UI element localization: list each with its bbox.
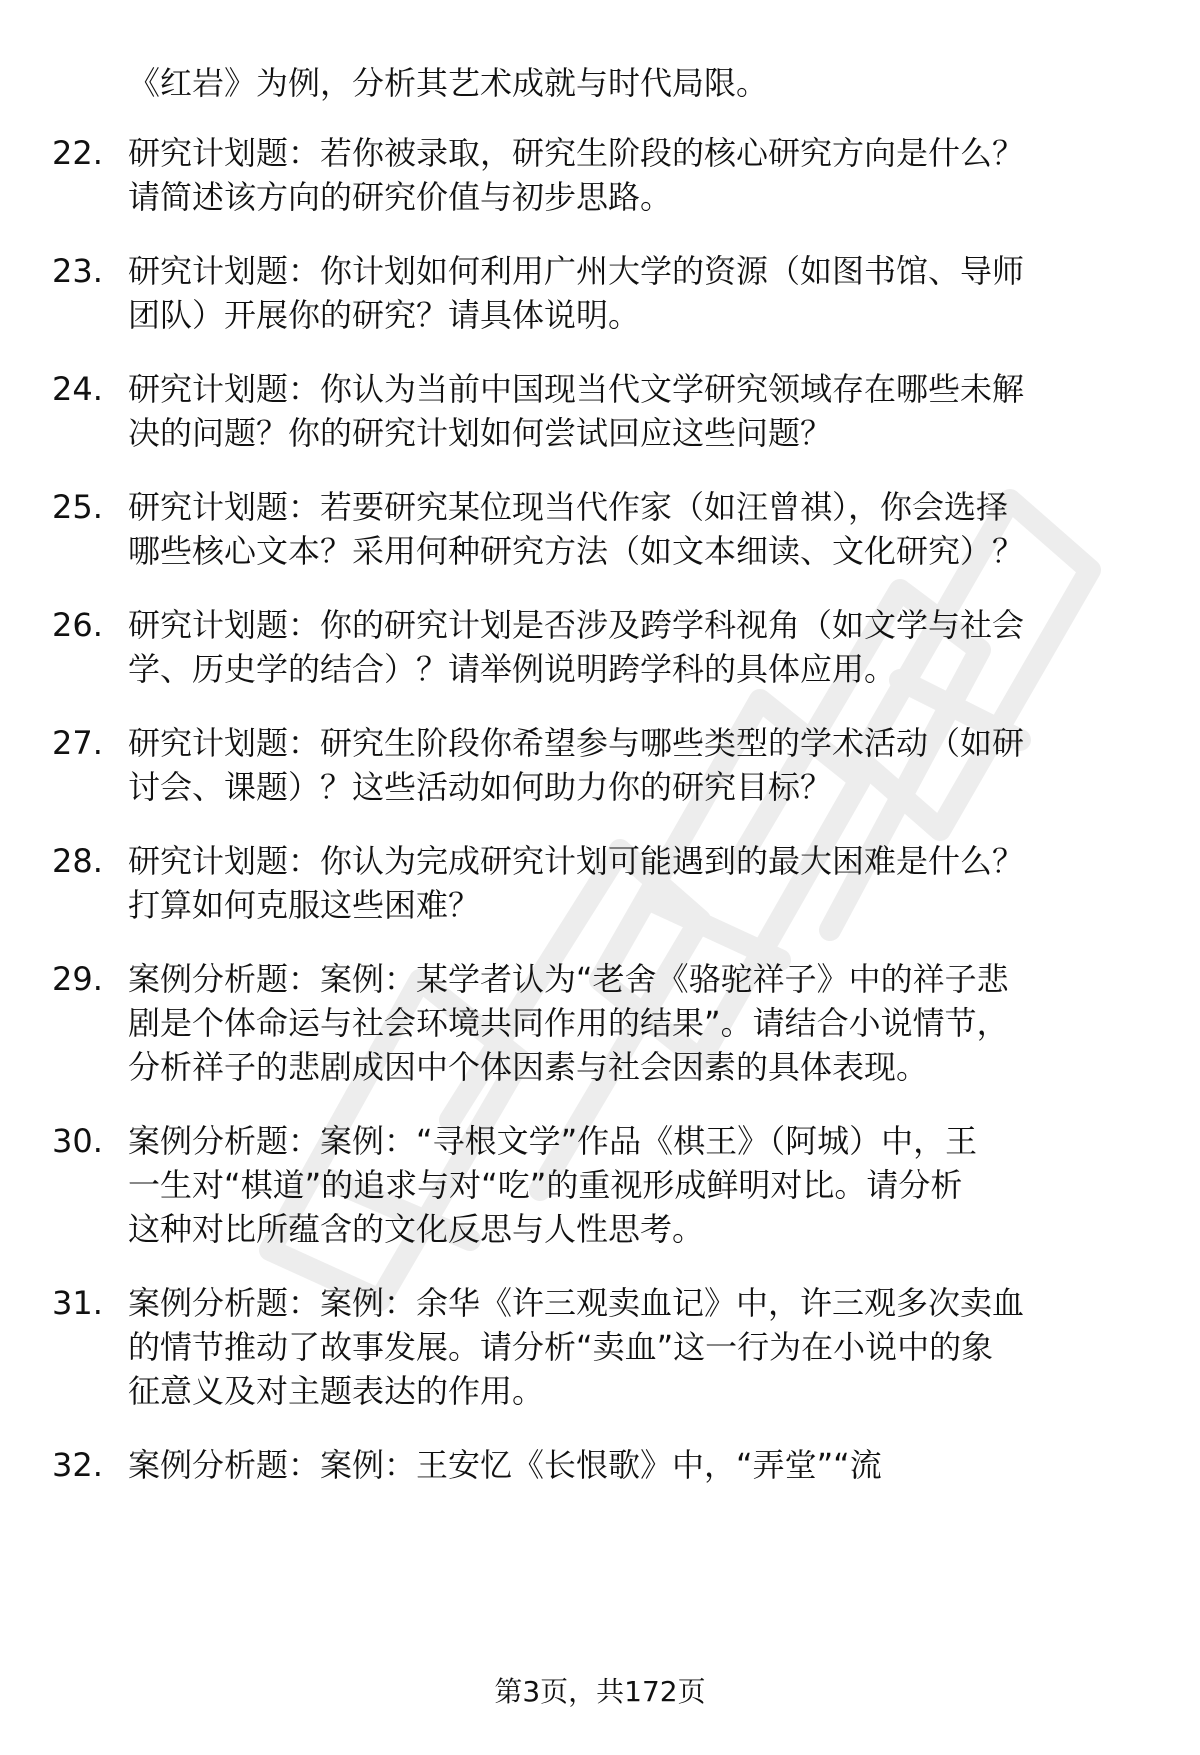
question-text-line: 团队）开展你的研究？请具体说明。 [128,296,641,334]
question-text-line: 的情节推动了故事发展。请分析“卖血”这一行为在小说中的象 [128,1328,994,1366]
question-text-line: 哪些核心文本？采用何种研究方法（如文本细读、文化研究）？ [128,532,1025,570]
question-text-line: 研究计划题：你计划如何利用广州大学的资源（如图书馆、导师 [128,252,1025,290]
question-text-line: 请简述该方向的研究价值与初步思路。 [128,178,673,216]
question-number: 22. [52,134,103,172]
question-number: 30. [52,1122,103,1160]
question-number: 28. [52,842,103,880]
question-number: 26. [52,606,103,644]
question-text-line: 学、历史学的结合）？请举例说明跨学科的具体应用。 [128,650,897,688]
question-number: 24. [52,370,103,408]
question-text-line: 分析祥子的悲剧成因中个体因素与社会因素的具体表现。 [128,1048,929,1086]
question-number: 29. [52,960,103,998]
question-text-line: 案例分析题：案例：余华《许三观卖血记》中，许三观多次卖血 [128,1284,1025,1322]
question-text-line: 研究计划题：你认为完成研究计划可能遇到的最大困难是什么？ [128,842,1025,880]
question-number: 31. [52,1284,103,1322]
question-text-line: 一生对“棋道”的追求与对“吃”的重视形成鲜明对比。请分析 [128,1166,963,1204]
question-number: 25. [52,488,103,526]
question-text-line: 讨会、课题）？这些活动如何助力你的研究目标？ [128,768,833,806]
question-text-line: 决的问题？你的研究计划如何尝试回应这些问题？ [128,414,833,452]
question-text-line: 案例分析题：案例：王安忆《长恨歌》中，“弄堂”“流 [128,1446,882,1484]
question-text-line: 征意义及对主题表达的作用。 [128,1372,545,1410]
question-text-line: 剧是个体命运与社会环境共同作用的结果”。请结合小说情节， [128,1004,1009,1042]
question-text-line: 研究计划题：若要研究某位现当代作家（如汪曾祺），你会选择 [128,488,1009,526]
question-number: 23. [52,252,103,290]
question-text-line: 研究计划题：研究生阶段你希望参与哪些类型的学术活动（如研 [128,724,1025,762]
continued-question-text: 《红岩》为例，分析其艺术成就与时代局限。 [128,64,769,102]
question-text-line: 研究计划题：你认为当前中国现当代文学研究领域存在哪些未解 [128,370,1025,408]
question-text-line: 案例分析题：案例：某学者认为“老舍《骆驼祥子》中的祥子悲 [128,960,1009,998]
question-text-line: 研究计划题：你的研究计划是否涉及跨学科视角（如文学与社会 [128,606,1025,644]
question-text-line: 案例分析题：案例：“寻根文学”作品《棋王》（阿城）中，王 [128,1122,978,1160]
question-number: 32. [52,1446,103,1484]
question-text-line: 这种对比所蕴含的文化反思与人性思考。 [128,1210,705,1248]
question-text-line: 研究计划题：若你被录取，研究生阶段的核心研究方向是什么？ [128,134,1025,172]
page-number-footer: 第3页，共172页 [494,1675,706,1708]
question-number: 27. [52,724,103,762]
question-text-line: 打算如何克服这些困难？ [128,886,481,924]
